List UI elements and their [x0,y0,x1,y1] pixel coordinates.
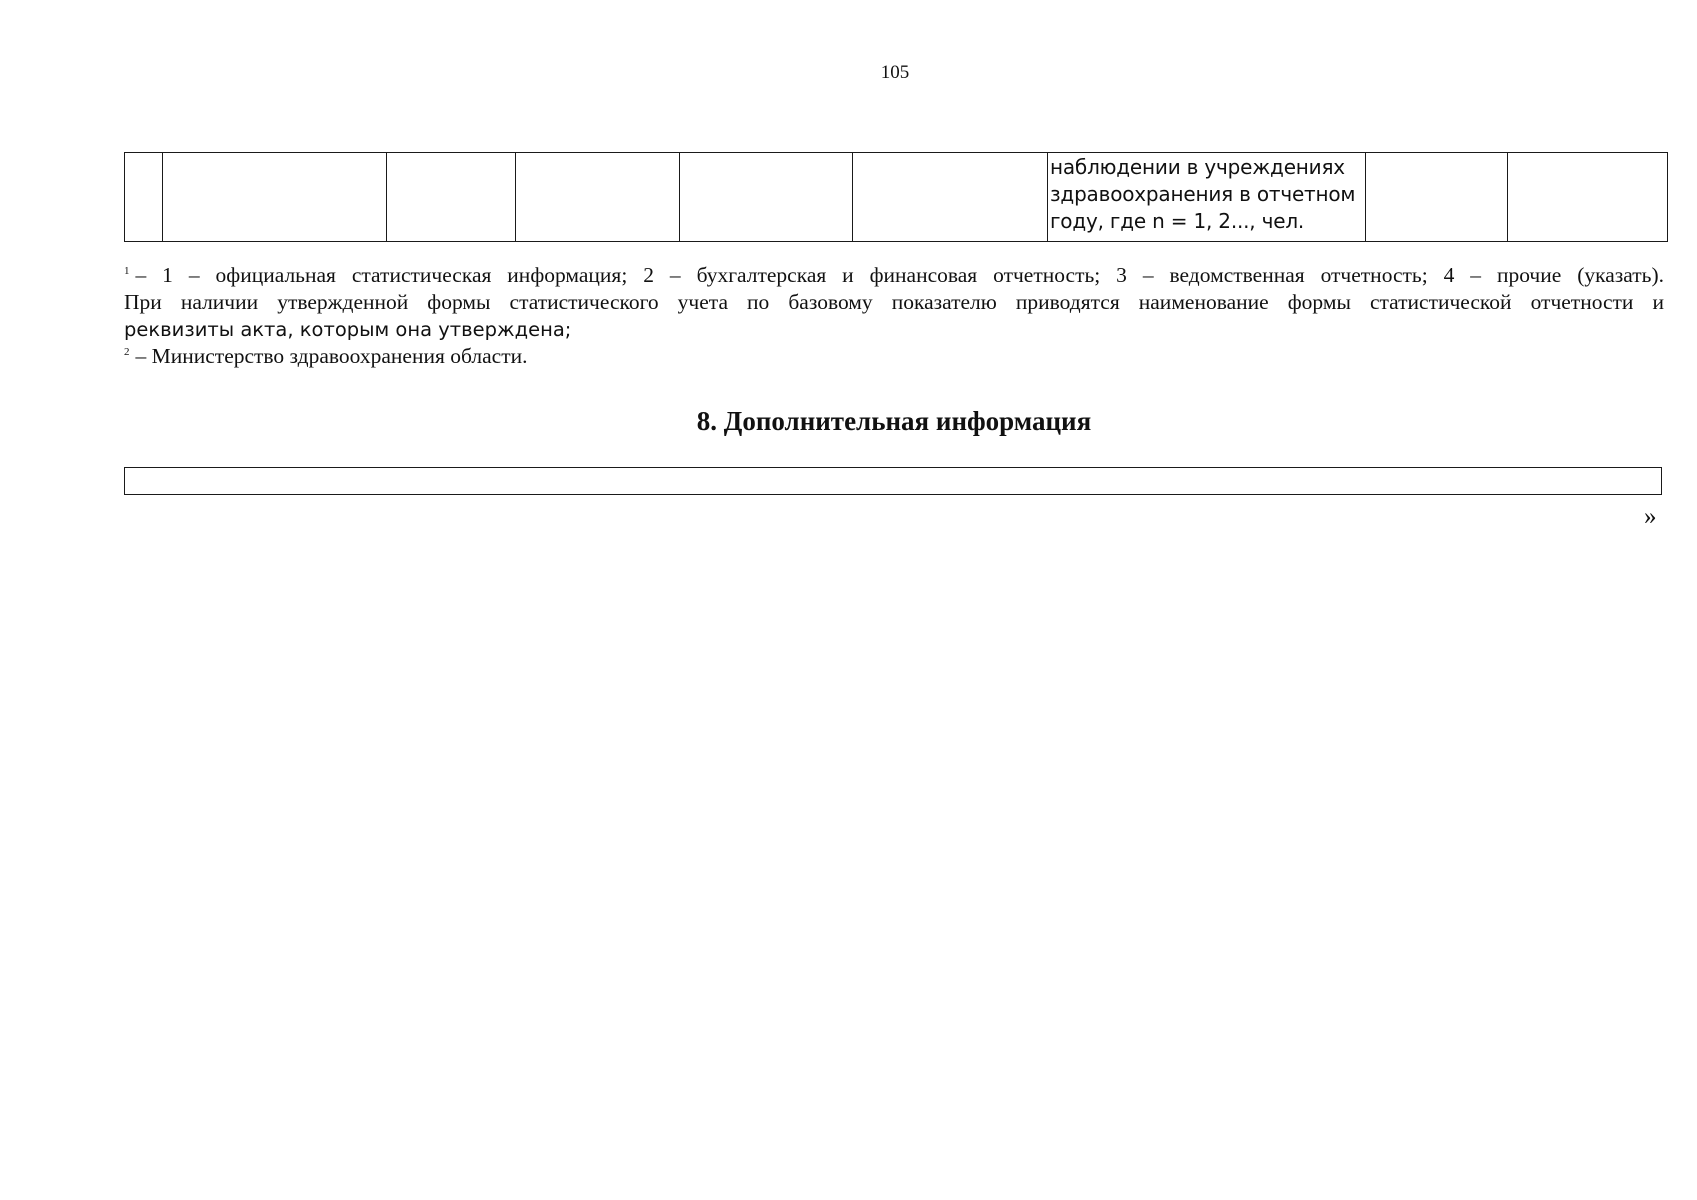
page-number: 105 [880,62,910,83]
footnote-2-text: – Министерство здравоохранения области. [135,344,528,368]
footnote-1-line-2: При наличии утвержденной формы статистического учета по базовому показателю приводятся наименование формы статистической отчетности и [124,290,1664,314]
footnote-1-mark: 1 [124,265,130,277]
footnote-2-mark: 2 [124,346,130,358]
indicator-table-fragment [124,152,1667,242]
indicator-text-line-1: наблюдении в учреждениях [1050,155,1345,179]
table-cell-2 [163,153,387,242]
table-cell-6 [853,153,1048,242]
indicator-table [124,152,1668,242]
footnotes [124,262,1664,370]
footnote-2 [124,343,1664,370]
footnote-1-text: – 1 – официальная статистическая информация; 2 – бухгалтерская и финансовая отчетность; 3 – ведомственная отчетность; 4 – прочие (указать). [135,263,1664,287]
table-cell-5 [680,153,853,242]
table-row [125,153,1668,242]
indicator-text-line-3: году, где n = 1, 2..., чел. [1050,209,1305,233]
table-cell-indicator-text [1048,153,1366,242]
section-heading: 8. Дополнительная информация [696,406,1092,436]
footnote-1-line-3: реквизиты акта, которым она утверждена; [124,318,572,341]
footnote-1-line-1 [124,262,1664,289]
additional-info-box [124,467,1662,495]
indicator-text-line-2: здравоохранения в отчетном [1050,182,1356,206]
table-cell-3 [387,153,516,242]
table-cell-9 [1508,153,1668,242]
table-cell-1 [125,153,163,242]
table-cell-4 [516,153,680,242]
table-cell-8 [1366,153,1508,242]
closing-quote-mark: » [1644,503,1657,530]
